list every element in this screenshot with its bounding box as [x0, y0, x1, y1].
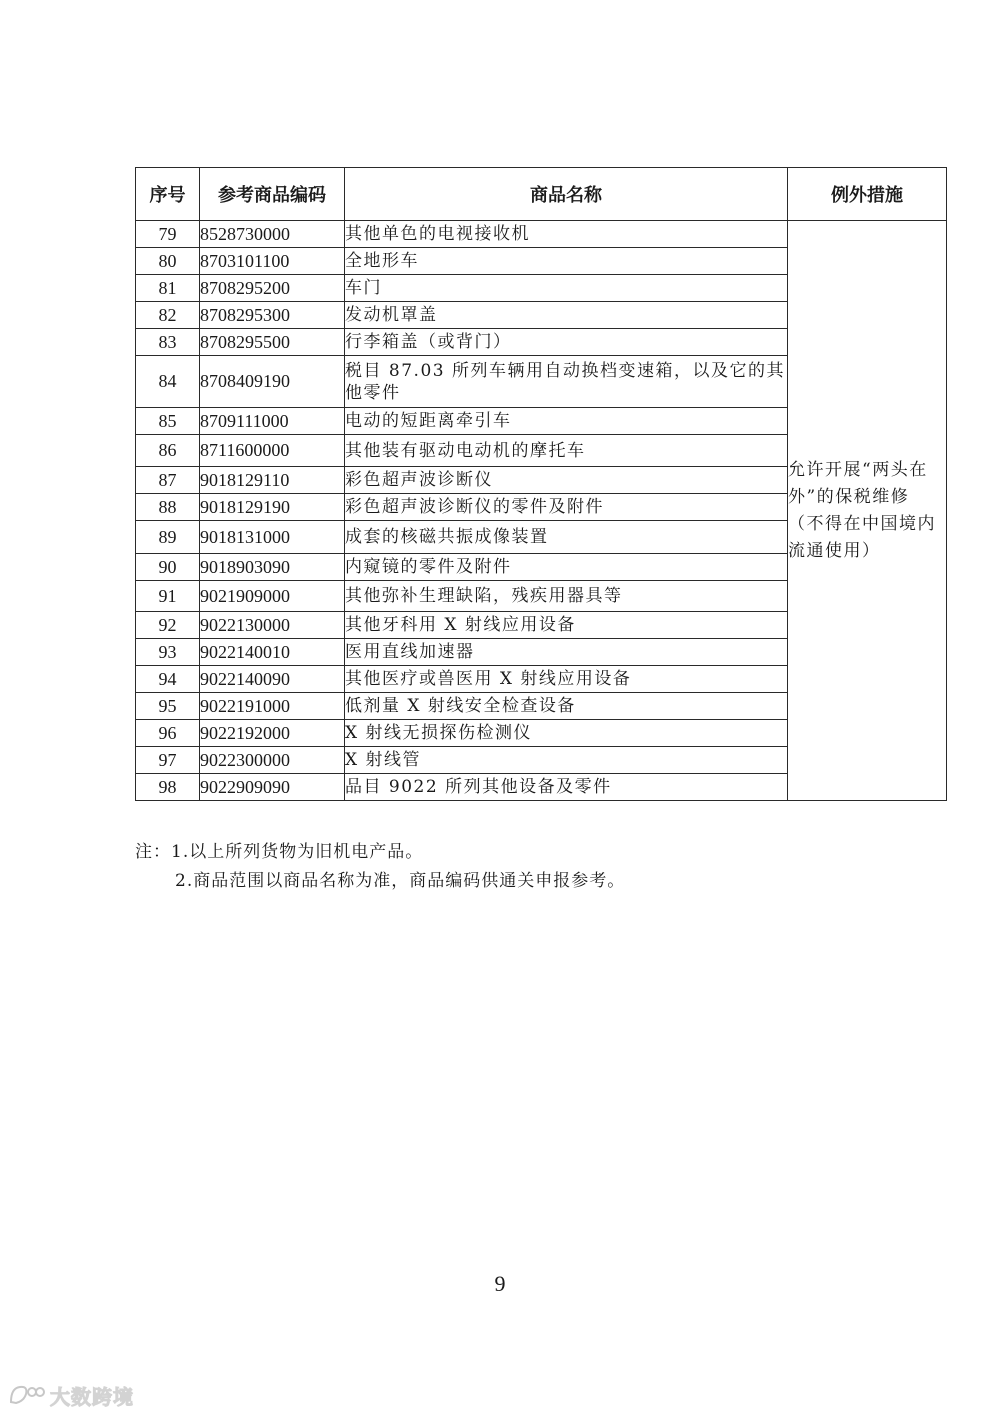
notes	[135, 838, 625, 896]
watermark-text: 大数跨境	[50, 1384, 134, 1409]
exception-measure: 允许开展“两头在外”的保税维修（不得在中国境内流通使用）	[788, 221, 947, 801]
watermark-logo-icon	[8, 1382, 46, 1408]
row-name: 其他牙科用 X 射线应用设备	[345, 612, 788, 639]
row-code: 9022909090	[200, 774, 345, 801]
row-name: X 射线管	[345, 747, 788, 774]
row-name: X 射线无损探伤检测仪	[345, 720, 788, 747]
row-name: 彩色超声波诊断仪	[345, 467, 788, 494]
row-code: 9018129190	[200, 494, 345, 521]
row-name: 税目 87.03 所列车辆用自动换档变速箱，以及它的其他零件	[345, 356, 788, 408]
row-seq: 81	[136, 275, 200, 302]
row-name: 发动机罩盖	[345, 302, 788, 329]
row-code: 9022130000	[200, 612, 345, 639]
row-seq: 86	[136, 435, 200, 467]
header-seq: 序号	[136, 168, 200, 221]
row-code: 9022140090	[200, 666, 345, 693]
row-code: 8703101100	[200, 248, 345, 275]
row-code: 8711600000	[200, 435, 345, 467]
header-name: 商品名称	[345, 168, 788, 221]
row-code: 9022140010	[200, 639, 345, 666]
row-code: 9018129110	[200, 467, 345, 494]
row-name: 彩色超声波诊断仪的零件及附件	[345, 494, 788, 521]
row-name: 全地形车	[345, 248, 788, 275]
row-code: 9018131000	[200, 521, 345, 554]
row-code: 8708295300	[200, 302, 345, 329]
row-seq: 92	[136, 612, 200, 639]
row-seq: 83	[136, 329, 200, 356]
row-code: 8708409190	[200, 356, 345, 408]
row-name: 成套的核磁共振成像装置	[345, 521, 788, 554]
table-header-row	[136, 168, 947, 221]
row-code: 8708295500	[200, 329, 345, 356]
row-seq: 87	[136, 467, 200, 494]
row-name: 电动的短距离牵引车	[345, 408, 788, 435]
row-code: 9021909000	[200, 581, 345, 612]
row-name: 行李箱盖（或背门）	[345, 329, 788, 356]
row-seq: 97	[136, 747, 200, 774]
page-number: 9	[494, 1271, 506, 1296]
row-code: 9022191000	[200, 693, 345, 720]
row-name: 低剂量 X 射线安全检查设备	[345, 693, 788, 720]
table-row	[136, 221, 947, 248]
goods-table	[135, 167, 947, 801]
row-seq: 82	[136, 302, 200, 329]
row-seq: 84	[136, 356, 200, 408]
row-seq: 80	[136, 248, 200, 275]
row-name: 其他医疗或兽医用 X 射线应用设备	[345, 666, 788, 693]
header-code: 参考商品编码	[200, 168, 345, 221]
row-seq: 91	[136, 581, 200, 612]
row-name: 医用直线加速器	[345, 639, 788, 666]
row-name: 其他装有驱动电动机的摩托车	[345, 435, 788, 467]
row-seq: 85	[136, 408, 200, 435]
row-seq: 90	[136, 554, 200, 581]
row-name: 内窥镜的零件及附件	[345, 554, 788, 581]
row-seq: 79	[136, 221, 200, 248]
row-code: 8709111000	[200, 408, 345, 435]
row-code: 9022192000	[200, 720, 345, 747]
table-body	[136, 221, 947, 801]
row-seq: 88	[136, 494, 200, 521]
row-name: 其他弥补生理缺陷，残疾用器具等	[345, 581, 788, 612]
row-code: 8708295200	[200, 275, 345, 302]
note-line-1: 注：1.以上所列货物为旧机电产品。	[135, 842, 424, 862]
row-seq: 98	[136, 774, 200, 801]
row-name: 品目 9022 所列其他设备及零件	[345, 774, 788, 801]
row-code: 9018903090	[200, 554, 345, 581]
header-exception: 例外措施	[788, 168, 947, 221]
row-code: 9022300000	[200, 747, 345, 774]
row-seq: 95	[136, 693, 200, 720]
note-line-2: 2.商品范围以商品名称为准，商品编码供通关申报参考。	[175, 871, 626, 891]
row-name: 其他单色的电视接收机	[345, 221, 788, 248]
row-code: 8528730000	[200, 221, 345, 248]
row-name: 车门	[345, 275, 788, 302]
row-seq: 94	[136, 666, 200, 693]
row-seq: 96	[136, 720, 200, 747]
watermark	[8, 1380, 134, 1410]
row-seq: 89	[136, 521, 200, 554]
row-seq: 93	[136, 639, 200, 666]
